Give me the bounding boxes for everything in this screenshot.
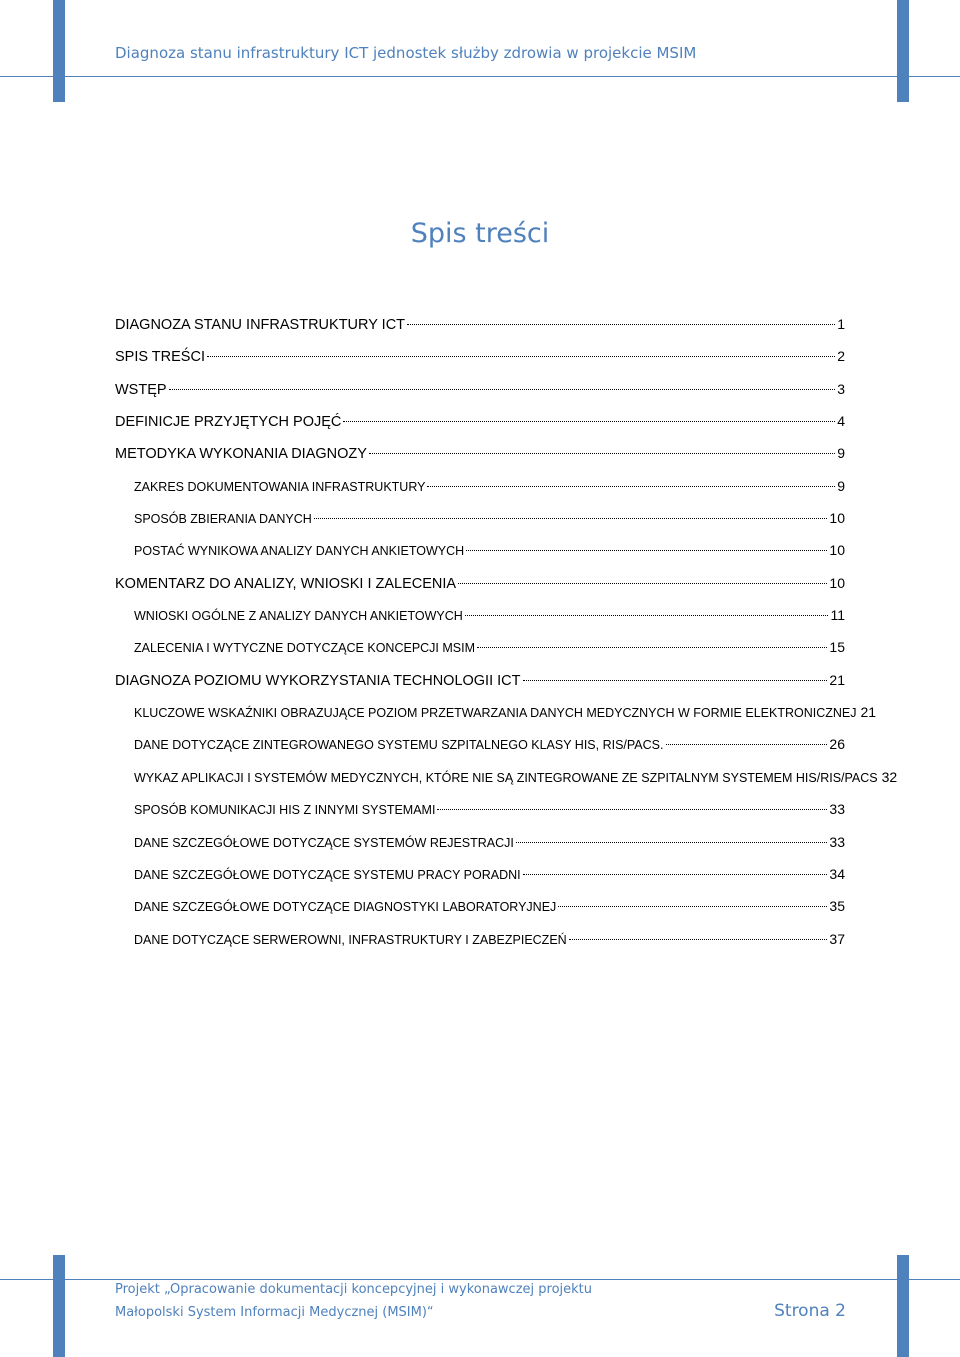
toc-entry-label: SPOSÓB ZBIERANIA DANYCH bbox=[134, 512, 312, 527]
toc-dot-leader bbox=[437, 809, 827, 810]
toc-entry[interactable] bbox=[115, 312, 845, 344]
toc-entry-page: 35 bbox=[829, 898, 845, 915]
toc-entry-page: 15 bbox=[829, 639, 845, 656]
toc-entry-page: 21 bbox=[860, 704, 877, 721]
toc-entry-page: 1 bbox=[837, 316, 845, 332]
toc-dot-leader bbox=[465, 615, 829, 616]
toc-entry-label: ZAKRES DOKUMENTOWANIA INFRASTRUKTURY bbox=[134, 479, 426, 494]
toc-entry[interactable] bbox=[115, 506, 845, 538]
toc-entry-label: WYKAZ APLIKACJI I SYSTEMÓW MEDYCZNYCH, KTÓRE NIE SĄ ZINTEGROWANE ZE SZPITALNYM SYSTEMEM HIS/RIS/PACS bbox=[134, 770, 878, 785]
toc-entry[interactable] bbox=[115, 927, 845, 959]
toc-entry-page: 10 bbox=[829, 542, 845, 559]
toc-entry[interactable] bbox=[115, 635, 845, 667]
toc-dot-leader bbox=[516, 842, 828, 843]
toc-dot-leader bbox=[207, 356, 835, 357]
toc-dot-leader bbox=[523, 874, 828, 875]
toc-entry[interactable] bbox=[115, 441, 845, 473]
footer-right-bar bbox=[897, 1255, 909, 1357]
toc-entry[interactable] bbox=[115, 377, 845, 409]
toc-dot-leader bbox=[477, 647, 827, 648]
toc-entry-page: 33 bbox=[829, 833, 845, 850]
toc-entry[interactable] bbox=[115, 571, 845, 603]
toc-entry-page: 9 bbox=[837, 445, 845, 462]
toc-entry-label: DANE DOTYCZĄCE SERWEROWNI, INFRASTRUKTURY I ZABEZPIECZEŃ bbox=[134, 932, 567, 947]
toc-entry-page: 10 bbox=[829, 510, 845, 527]
toc-entry[interactable] bbox=[115, 894, 845, 926]
toc-entry[interactable] bbox=[115, 344, 845, 376]
toc-dot-leader bbox=[523, 680, 828, 681]
footer-left-bar bbox=[53, 1255, 65, 1357]
toc-entry[interactable] bbox=[115, 732, 845, 764]
toc-entry-page: 26 bbox=[829, 736, 845, 753]
header-left-bar bbox=[53, 0, 65, 102]
toc-entry-page: 11 bbox=[830, 607, 845, 624]
toc-entry-label: POSTAĆ WYNIKOWA ANALIZY DANYCH ANKIETOWYCH bbox=[134, 544, 465, 559]
toc-entry-page: 21 bbox=[829, 671, 845, 688]
toc-entry[interactable] bbox=[115, 474, 845, 506]
toc-entry[interactable] bbox=[115, 538, 845, 570]
toc-dot-leader bbox=[466, 550, 827, 551]
toc-entry-label: DANE SZCZEGÓŁOWE DOTYCZĄCE SYSTEMÓW REJESTRACJI bbox=[134, 835, 514, 850]
table-of-contents bbox=[115, 312, 898, 959]
toc-entry-label: DANE SZCZEGÓŁOWE DOTYCZĄCE DIAGNOSTYKI LABORATORYJNEJ bbox=[134, 900, 557, 915]
toc-dot-leader bbox=[314, 518, 828, 519]
toc-entry-page: 10 bbox=[829, 574, 845, 591]
toc-entry-page: 32 bbox=[881, 768, 898, 785]
footer-project-line: Projekt „Opracowanie dokumentacji koncepcyjnej i wykonawczej projektu bbox=[115, 1282, 593, 1297]
toc-dot-leader bbox=[666, 744, 828, 745]
toc-dot-leader bbox=[558, 906, 827, 907]
toc-entry-label: DANE DOTYCZĄCE ZINTEGROWANEGO SYSTEMU SZPITALNEGO KLASY HIS, RIS/PACS. bbox=[134, 738, 664, 753]
header-right-bar bbox=[897, 0, 909, 102]
toc-entry-label: ZALECENIA I WYTYCZNE DOTYCZĄCE KONCEPCJI MSIM bbox=[134, 641, 476, 656]
toc-entry-label: WSTĘP bbox=[115, 381, 167, 398]
toc-entry-label: KLUCZOWE WSKAŹNIKI OBRAZUJĄCE POZIOM PRZETWARZANIA DANYCH MEDYCZNYCH W FORMIE ELEKTRONICZNEJ bbox=[134, 706, 857, 721]
toc-entry-label: DIAGNOZA POZIOMU WYKORZYSTANIA TECHNOLOGII ICT bbox=[115, 672, 521, 689]
toc-entry-label: WNIOSKI OGÓLNE Z ANALIZY DANYCH ANKIETOWYCH bbox=[134, 609, 463, 624]
running-header: Diagnoza stanu infrastruktury ICT jednostek służby zdrowia w projekcie MSIM bbox=[115, 44, 697, 62]
toc-entry[interactable] bbox=[115, 409, 845, 441]
toc-entry[interactable] bbox=[115, 797, 845, 829]
toc-entry-label: METODYKA WYKONANIA DIAGNOZY bbox=[115, 446, 367, 463]
toc-entry[interactable] bbox=[115, 862, 845, 894]
toc-dot-leader bbox=[458, 583, 827, 584]
toc-entry[interactable] bbox=[115, 700, 877, 732]
page-number: Strona 2 bbox=[774, 1301, 846, 1321]
toc-entry-label: SPOSÓB KOMUNIKACJI HIS Z INNYMI SYSTEMAMI bbox=[134, 803, 436, 818]
footer-rule bbox=[0, 1279, 960, 1280]
toc-dot-leader bbox=[169, 389, 836, 390]
toc-entry-page: 2 bbox=[837, 348, 845, 365]
toc-entry[interactable] bbox=[115, 765, 898, 797]
footer-system-line: Małopolski System Informacji Medycznej (MSIM)“ bbox=[115, 1305, 434, 1320]
toc-dot-leader bbox=[427, 486, 835, 487]
toc-dot-leader bbox=[343, 421, 835, 422]
toc-dot-leader bbox=[569, 939, 828, 940]
toc-entry-page: 37 bbox=[829, 930, 845, 947]
toc-heading: Spis treści bbox=[410, 218, 550, 249]
toc-entry-page: 34 bbox=[829, 865, 845, 882]
toc-entry[interactable] bbox=[115, 830, 845, 862]
toc-entry-label: SPIS TREŚCI bbox=[115, 349, 205, 366]
toc-entry-page: 33 bbox=[829, 801, 845, 818]
toc-entry-label: KOMENTARZ DO ANALIZY, WNIOSKI I ZALECENIA bbox=[115, 575, 457, 592]
toc-entry-page: 4 bbox=[837, 413, 845, 430]
toc-entry-label: DIAGNOZA STANU INFRASTRUKTURY ICT bbox=[115, 317, 406, 333]
toc-dot-leader bbox=[369, 453, 835, 454]
header-rule bbox=[0, 76, 960, 77]
toc-entry-label: DANE SZCZEGÓŁOWE DOTYCZĄCE SYSTEMU PRACY PORADNI bbox=[134, 867, 521, 882]
toc-dot-leader bbox=[407, 324, 835, 325]
toc-entry-label: DEFINICJE PRZYJĘTYCH POJĘĆ bbox=[115, 414, 342, 431]
toc-entry[interactable] bbox=[115, 668, 845, 700]
toc-entry-page: 3 bbox=[837, 380, 845, 397]
toc-entry-page: 9 bbox=[837, 477, 845, 494]
toc-entry[interactable] bbox=[115, 603, 845, 635]
